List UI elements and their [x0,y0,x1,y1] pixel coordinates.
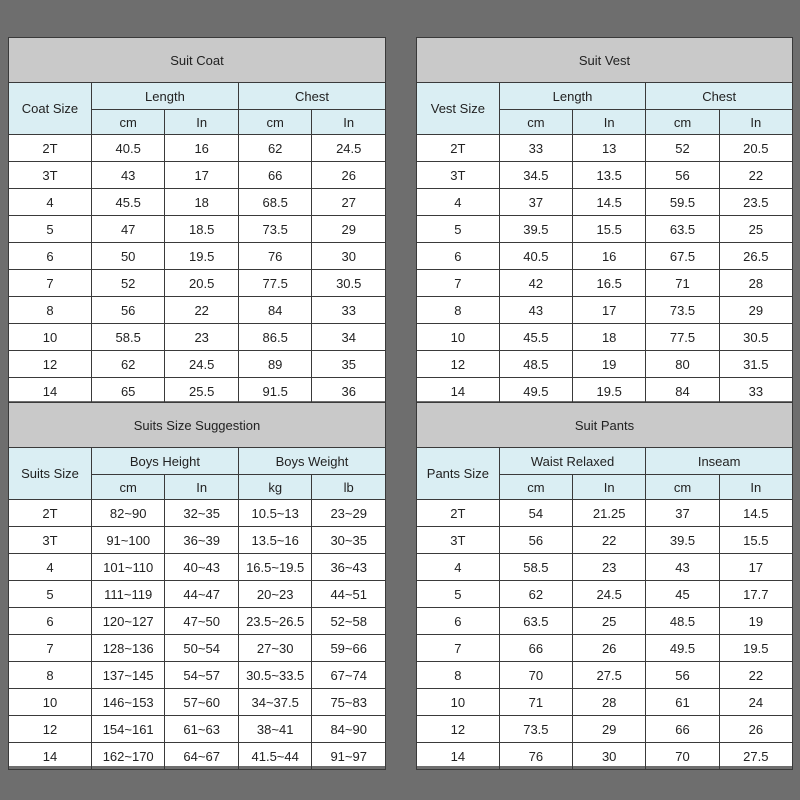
value-cell: 52~58 [312,608,386,635]
table-row [9,162,386,189]
table-row [417,270,793,297]
value-cell: 80 [646,351,719,378]
table-row [417,635,793,662]
value-cell: 66 [499,635,572,662]
table-row [9,297,386,324]
size-cell: 5 [9,216,92,243]
value-cell: 17 [165,162,239,189]
value-cell: 32~35 [165,500,239,527]
value-cell: 28 [719,270,792,297]
table-row [9,324,386,351]
size-cell: 8 [417,662,500,689]
value-cell: 15.5 [719,527,792,554]
value-cell: 70 [499,662,572,689]
value-cell: 91~97 [312,743,386,770]
table-row [9,351,386,378]
value-cell: 44~51 [312,581,386,608]
value-cell: 58.5 [91,324,165,351]
value-cell: 66 [238,162,312,189]
size-cell: 3T [9,527,92,554]
value-cell: 54~57 [165,662,239,689]
value-cell: 154~161 [91,716,165,743]
table-row [9,689,386,716]
value-cell: 45 [646,581,719,608]
value-cell: 30 [312,243,386,270]
value-cell: 62 [499,581,572,608]
value-cell: 40.5 [91,135,165,162]
value-cell: 47~50 [165,608,239,635]
table-row [9,554,386,581]
value-cell: 59~66 [312,635,386,662]
size-cell: 12 [9,716,92,743]
value-cell: 22 [573,527,646,554]
table-row [417,527,793,554]
unit-header: In [719,110,792,135]
value-cell: 30.5 [719,324,792,351]
size-cell: 8 [9,662,92,689]
table-row [9,716,386,743]
group-header: Chest [238,83,385,110]
value-cell: 23 [165,324,239,351]
size-cell: 7 [9,270,92,297]
unit-header: In [573,110,646,135]
size-column-header: Coat Size [9,83,92,135]
size-cell: 12 [417,716,500,743]
value-cell: 40.5 [499,243,572,270]
value-cell: 59.5 [646,189,719,216]
table-row [9,378,386,405]
value-cell: 34~37.5 [238,689,312,716]
unit-header: cm [91,110,165,135]
value-cell: 22 [165,297,239,324]
value-cell: 17 [573,297,646,324]
unit-header: In [165,110,239,135]
group-header: Length [499,83,646,110]
value-cell: 24 [719,689,792,716]
value-cell: 16 [165,135,239,162]
table-row [417,689,793,716]
table-row [417,189,793,216]
value-cell: 18 [573,324,646,351]
size-cell: 5 [417,216,500,243]
value-cell: 19.5 [573,378,646,405]
table-row [9,743,386,770]
value-cell: 27 [312,189,386,216]
value-cell: 65 [91,378,165,405]
unit-header: cm [499,475,572,500]
value-cell: 36~39 [165,527,239,554]
size-cell: 3T [417,162,500,189]
value-cell: 61 [646,689,719,716]
table-row [417,662,793,689]
size-cell: 12 [417,351,500,378]
value-cell: 71 [646,270,719,297]
table-row [417,351,793,378]
unit-header: cm [238,110,312,135]
table-row [417,297,793,324]
size-cell: 10 [417,324,500,351]
group-header: Inseam [646,448,793,475]
size-cell: 2T [417,135,500,162]
value-cell: 15.5 [573,216,646,243]
value-cell: 33 [719,378,792,405]
value-cell: 56 [499,527,572,554]
value-cell: 64~67 [165,743,239,770]
size-cell: 4 [9,189,92,216]
value-cell: 58.5 [499,554,572,581]
value-cell: 50 [91,243,165,270]
value-cell: 18.5 [165,216,239,243]
value-cell: 52 [91,270,165,297]
value-cell: 27.5 [573,662,646,689]
value-cell: 18 [165,189,239,216]
value-cell: 24.5 [312,135,386,162]
size-cell: 7 [417,270,500,297]
value-cell: 36~43 [312,554,386,581]
value-cell: 37 [646,500,719,527]
table-row [417,378,793,405]
unit-header: In [573,475,646,500]
value-cell: 52 [646,135,719,162]
table-row [417,608,793,635]
value-cell: 76 [238,243,312,270]
value-cell: 17 [719,554,792,581]
value-cell: 23.5~26.5 [238,608,312,635]
value-cell: 43 [91,162,165,189]
value-cell: 27~30 [238,635,312,662]
size-cell: 8 [417,297,500,324]
table-row [417,162,793,189]
value-cell: 23.5 [719,189,792,216]
size-table [416,37,793,405]
value-cell: 89 [238,351,312,378]
unit-header: In [165,475,239,500]
value-cell: 91.5 [238,378,312,405]
size-cell: 14 [9,743,92,770]
value-cell: 70 [646,743,719,770]
value-cell: 48.5 [499,351,572,378]
group-header: Waist Relaxed [499,448,646,475]
unit-header: kg [238,475,312,500]
value-cell: 26 [312,162,386,189]
value-cell: 28 [573,689,646,716]
unit-header: cm [646,475,719,500]
value-cell: 137~145 [91,662,165,689]
value-cell: 56 [646,662,719,689]
table-row [417,243,793,270]
suit-coat-panel [8,37,386,401]
table-row [9,189,386,216]
value-cell: 75~83 [312,689,386,716]
size-table [8,37,386,405]
value-cell: 66 [646,716,719,743]
table-row [9,135,386,162]
value-cell: 33 [499,135,572,162]
value-cell: 67~74 [312,662,386,689]
value-cell: 35 [312,351,386,378]
value-cell: 24.5 [573,581,646,608]
size-cell: 6 [9,608,92,635]
table-row [417,743,793,770]
size-cell: 8 [9,297,92,324]
size-cell: 6 [417,243,500,270]
table-row [417,716,793,743]
value-cell: 20~23 [238,581,312,608]
value-cell: 27.5 [719,743,792,770]
table-row [9,243,386,270]
value-cell: 29 [719,297,792,324]
value-cell: 21.25 [573,500,646,527]
value-cell: 23~29 [312,500,386,527]
value-cell: 38~41 [238,716,312,743]
value-cell: 22 [719,662,792,689]
value-cell: 73.5 [646,297,719,324]
unit-header: cm [91,475,165,500]
table-row [9,216,386,243]
value-cell: 128~136 [91,635,165,662]
value-cell: 63.5 [646,216,719,243]
value-cell: 34.5 [499,162,572,189]
size-suggestion-panel [8,402,386,766]
value-cell: 84 [238,297,312,324]
size-table [8,402,386,770]
size-column-header: Vest Size [417,83,500,135]
size-cell: 4 [9,554,92,581]
value-cell: 36 [312,378,386,405]
value-cell: 57~60 [165,689,239,716]
value-cell: 45.5 [91,189,165,216]
value-cell: 14.5 [719,500,792,527]
value-cell: 71 [499,689,572,716]
value-cell: 33 [312,297,386,324]
table-title: Suit Vest [417,38,793,83]
size-cell: 7 [9,635,92,662]
value-cell: 29 [573,716,646,743]
suit-vest-panel [416,37,793,401]
value-cell: 49.5 [646,635,719,662]
value-cell: 61~63 [165,716,239,743]
unit-header: cm [646,110,719,135]
value-cell: 29 [312,216,386,243]
value-cell: 84~90 [312,716,386,743]
table-row [417,324,793,351]
size-cell: 14 [417,378,500,405]
value-cell: 56 [91,297,165,324]
value-cell: 23 [573,554,646,581]
value-cell: 16.5 [573,270,646,297]
value-cell: 16 [573,243,646,270]
value-cell: 10.5~13 [238,500,312,527]
table-row [9,581,386,608]
table-row [9,608,386,635]
table-row [9,270,386,297]
value-cell: 34 [312,324,386,351]
size-cell: 5 [417,581,500,608]
value-cell: 82~90 [91,500,165,527]
value-cell: 111~119 [91,581,165,608]
value-cell: 22 [719,162,792,189]
value-cell: 20.5 [719,135,792,162]
size-cell: 5 [9,581,92,608]
value-cell: 86.5 [238,324,312,351]
value-cell: 26 [719,716,792,743]
size-cell: 12 [9,351,92,378]
size-cell: 10 [417,689,500,716]
value-cell: 19.5 [165,243,239,270]
value-cell: 43 [646,554,719,581]
value-cell: 30.5 [312,270,386,297]
value-cell: 25 [573,608,646,635]
value-cell: 30.5~33.5 [238,662,312,689]
value-cell: 63.5 [499,608,572,635]
table-row [417,135,793,162]
value-cell: 50~54 [165,635,239,662]
value-cell: 62 [238,135,312,162]
value-cell: 77.5 [646,324,719,351]
value-cell: 42 [499,270,572,297]
size-cell: 4 [417,189,500,216]
value-cell: 40~43 [165,554,239,581]
value-cell: 31.5 [719,351,792,378]
unit-header: lb [312,475,386,500]
group-header: Chest [646,83,793,110]
value-cell: 13.5~16 [238,527,312,554]
value-cell: 26 [573,635,646,662]
table-row [417,554,793,581]
value-cell: 162~170 [91,743,165,770]
table-row [9,635,386,662]
value-cell: 54 [499,500,572,527]
value-cell: 48.5 [646,608,719,635]
value-cell: 77.5 [238,270,312,297]
size-cell: 14 [9,378,92,405]
value-cell: 30 [573,743,646,770]
size-cell: 2T [9,500,92,527]
size-table [416,402,793,770]
size-cell: 6 [417,608,500,635]
value-cell: 19 [573,351,646,378]
size-column-header: Suits Size [9,448,92,500]
size-cell: 2T [417,500,500,527]
unit-header: In [312,110,386,135]
size-cell: 4 [417,554,500,581]
suit-pants-panel [416,402,793,766]
value-cell: 146~153 [91,689,165,716]
value-cell: 73.5 [499,716,572,743]
unit-header: cm [499,110,572,135]
value-cell: 39.5 [646,527,719,554]
size-cell: 7 [417,635,500,662]
value-cell: 14.5 [573,189,646,216]
value-cell: 67.5 [646,243,719,270]
size-column-header: Pants Size [417,448,500,500]
value-cell: 47 [91,216,165,243]
table-title: Suits Size Suggestion [9,403,386,448]
group-header: Length [91,83,238,110]
value-cell: 19.5 [719,635,792,662]
value-cell: 84 [646,378,719,405]
value-cell: 20.5 [165,270,239,297]
size-cell: 2T [9,135,92,162]
value-cell: 25 [719,216,792,243]
table-row [9,662,386,689]
value-cell: 17.7 [719,581,792,608]
table-title: Suit Coat [9,38,386,83]
value-cell: 41.5~44 [238,743,312,770]
value-cell: 37 [499,189,572,216]
group-header: Boys Height [91,448,238,475]
table-row [9,527,386,554]
table-row [417,216,793,243]
value-cell: 13 [573,135,646,162]
value-cell: 56 [646,162,719,189]
table-row [417,500,793,527]
value-cell: 19 [719,608,792,635]
size-cell: 3T [9,162,92,189]
size-cell: 6 [9,243,92,270]
value-cell: 39.5 [499,216,572,243]
value-cell: 91~100 [91,527,165,554]
value-cell: 24.5 [165,351,239,378]
value-cell: 101~110 [91,554,165,581]
size-cell: 3T [417,527,500,554]
value-cell: 43 [499,297,572,324]
table-row [417,581,793,608]
value-cell: 44~47 [165,581,239,608]
value-cell: 13.5 [573,162,646,189]
value-cell: 26.5 [719,243,792,270]
value-cell: 49.5 [499,378,572,405]
value-cell: 76 [499,743,572,770]
size-cell: 14 [417,743,500,770]
unit-header: In [719,475,792,500]
group-header: Boys Weight [238,448,385,475]
value-cell: 120~127 [91,608,165,635]
value-cell: 45.5 [499,324,572,351]
value-cell: 62 [91,351,165,378]
table-title: Suit Pants [417,403,793,448]
table-row [9,500,386,527]
value-cell: 16.5~19.5 [238,554,312,581]
value-cell: 25.5 [165,378,239,405]
size-cell: 10 [9,689,92,716]
value-cell: 68.5 [238,189,312,216]
value-cell: 73.5 [238,216,312,243]
value-cell: 30~35 [312,527,386,554]
size-cell: 10 [9,324,92,351]
